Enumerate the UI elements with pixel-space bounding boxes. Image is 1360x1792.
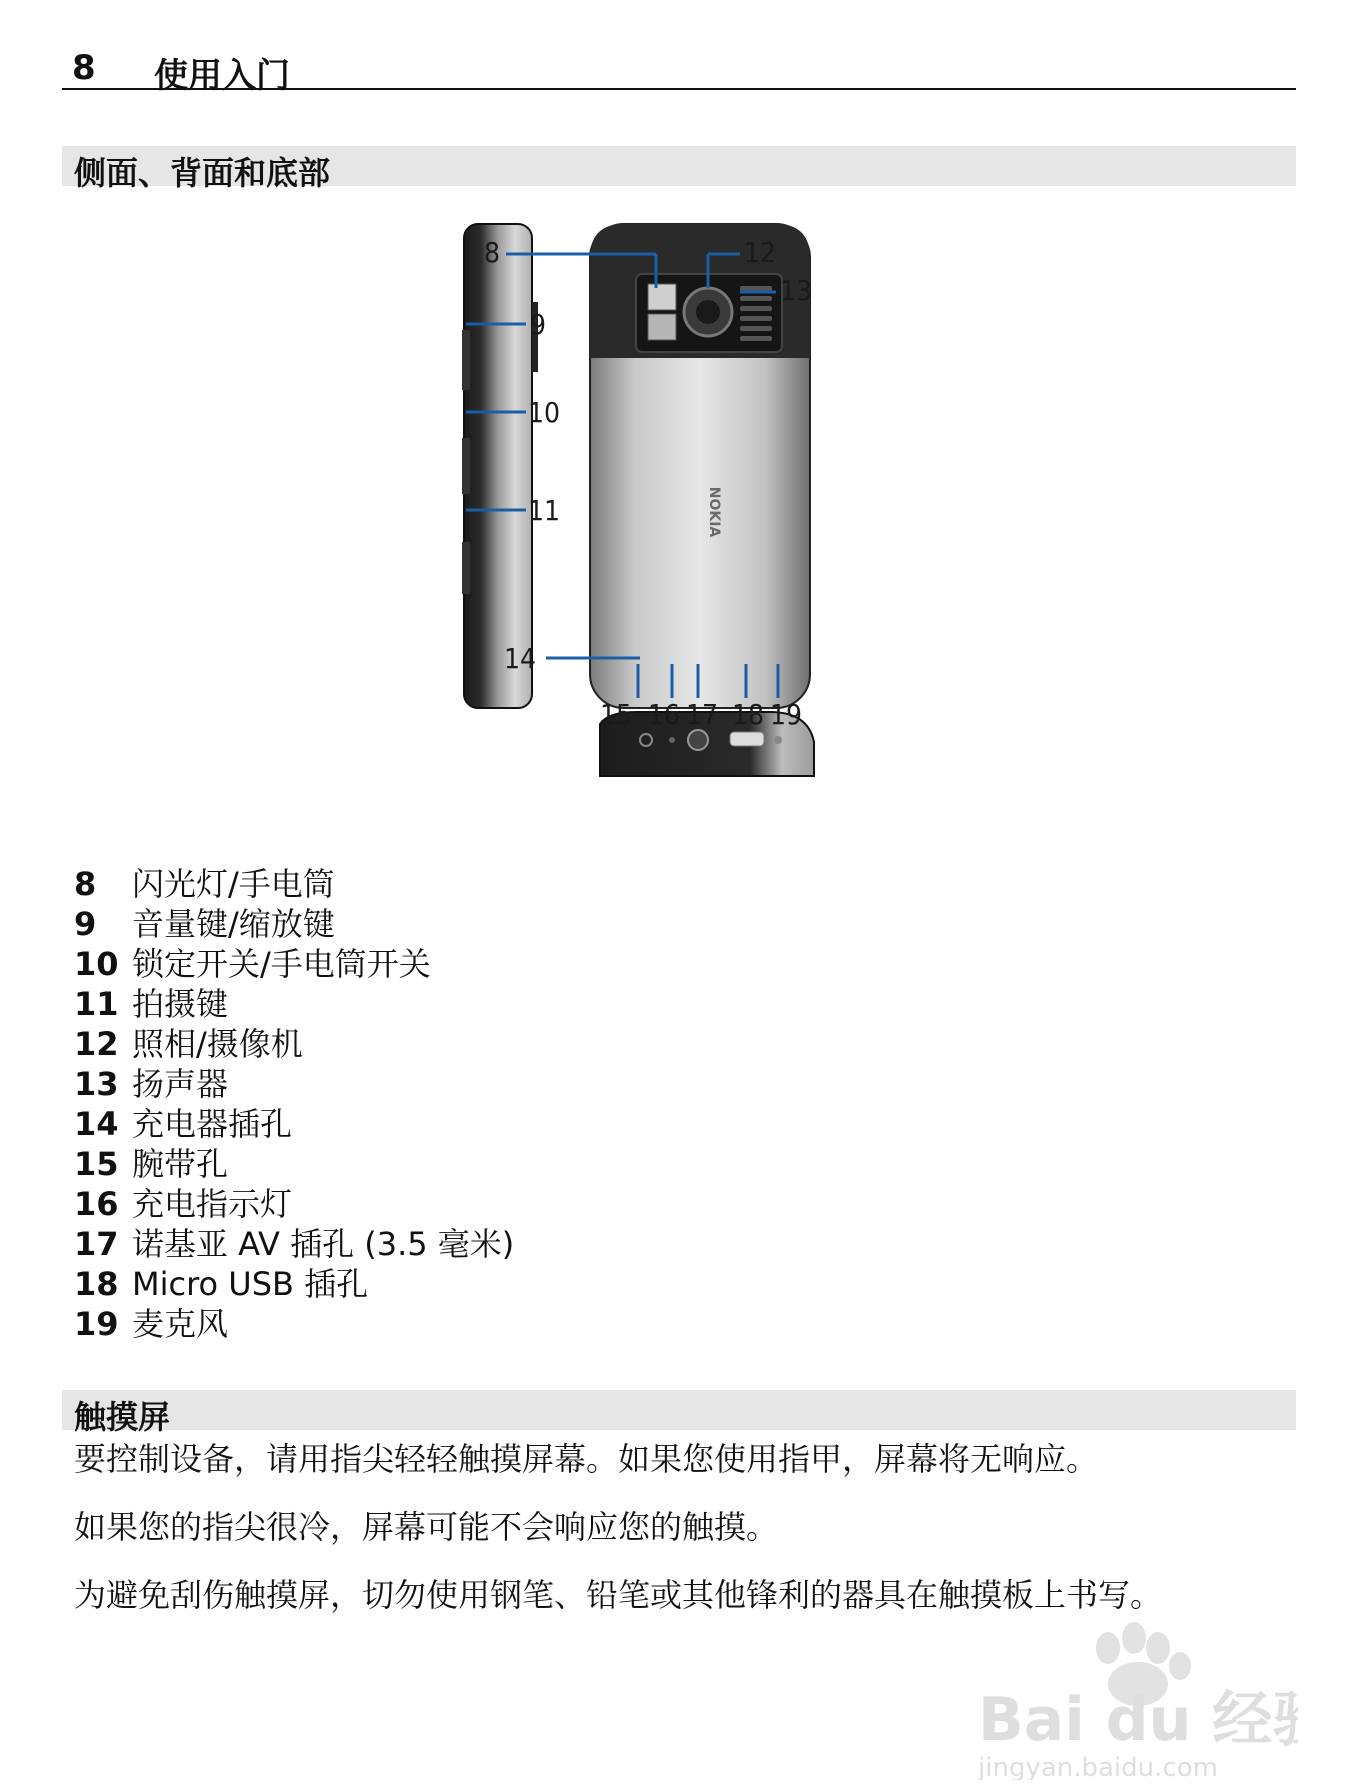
legend-text: Micro USB 插孔 — [132, 1265, 369, 1303]
page-header — [62, 46, 1296, 96]
watermark-logo: Bai du 经验 — [978, 1685, 1298, 1755]
legend-text: 诺基亚 AV 插孔 (3.5 毫米) — [132, 1225, 515, 1263]
legend-text: 拍摄键 — [132, 985, 229, 1023]
legend-text: 锁定开关/手电筒开关 — [132, 945, 431, 983]
legend-item — [74, 984, 974, 1024]
section-heading-touchscreen — [62, 1390, 1296, 1436]
callout-16: 16 — [648, 698, 681, 731]
legend-item — [74, 1144, 974, 1184]
legend-number: 15 — [74, 1145, 119, 1183]
callout-17: 17 — [686, 698, 719, 731]
callout-15: 15 — [600, 698, 633, 731]
callout-10: 10 — [528, 396, 561, 429]
parts-legend — [74, 864, 974, 1344]
legend-item — [74, 864, 974, 904]
paragraph: 要控制设备，请用指尖轻轻触摸屏幕。如果您使用指甲，屏幕将无响应。 — [74, 1440, 1099, 1478]
chapter-title: 使用入门 — [154, 56, 290, 96]
legend-item — [74, 1184, 974, 1224]
phone-side-view — [462, 224, 538, 708]
callout-8: 8 — [484, 236, 501, 269]
legend-text: 麦克风 — [132, 1305, 229, 1343]
page-number: 8 — [72, 48, 96, 88]
callout-9: 9 — [530, 308, 547, 341]
brand-logo: NOKIA — [706, 486, 722, 538]
baidu-watermark — [958, 1600, 1298, 1780]
legend-text: 扬声器 — [132, 1065, 229, 1103]
legend-item — [74, 1264, 974, 1304]
section-title: 触摸屏 — [74, 1398, 171, 1436]
legend-text: 腕带孔 — [132, 1145, 229, 1183]
callout-14: 14 — [504, 642, 537, 675]
callout-13: 13 — [780, 274, 813, 307]
legend-text: 闪光灯/手电筒 — [132, 865, 335, 903]
legend-number: 18 — [74, 1265, 119, 1303]
legend-text: 音量键/缩放键 — [132, 905, 335, 943]
legend-item — [74, 1024, 974, 1064]
paragraph: 为避免刮伤触摸屏，切勿使用钢笔、铅笔或其他锋利的器具在触摸板上书写。 — [74, 1576, 1163, 1614]
callout-12: 12 — [744, 236, 777, 269]
legend-item — [74, 1064, 974, 1104]
legend-number: 8 — [74, 865, 97, 903]
legend-number: 11 — [74, 985, 119, 1023]
watermark-url: jingyan.baidu.com — [978, 1753, 1218, 1780]
legend-number: 10 — [74, 945, 119, 983]
legend-number: 16 — [74, 1185, 119, 1223]
legend-item — [74, 1224, 974, 1264]
legend-text: 充电指示灯 — [132, 1185, 293, 1223]
legend-item — [74, 944, 974, 984]
legend-item — [74, 1304, 974, 1344]
section-heading-sides — [62, 146, 1296, 192]
callout-19: 19 — [770, 698, 803, 731]
phone-illustration — [440, 212, 960, 844]
section-title: 侧面、背面和底部 — [74, 154, 331, 192]
legend-item — [74, 904, 974, 944]
legend-number: 17 — [74, 1225, 119, 1263]
legend-number: 13 — [74, 1065, 119, 1103]
legend-number: 12 — [74, 1025, 119, 1063]
legend-number: 9 — [74, 905, 97, 943]
callout-18: 18 — [732, 698, 765, 731]
phone-back-view — [590, 224, 813, 708]
legend-text: 充电器插孔 — [132, 1105, 293, 1143]
legend-number: 14 — [74, 1105, 119, 1143]
callout-11: 11 — [528, 494, 561, 527]
legend-item — [74, 1104, 974, 1144]
legend-number: 19 — [74, 1305, 119, 1343]
paragraph: 如果您的指尖很冷，屏幕可能不会响应您的触摸。 — [74, 1508, 779, 1546]
legend-text: 照相/摄像机 — [132, 1025, 303, 1063]
